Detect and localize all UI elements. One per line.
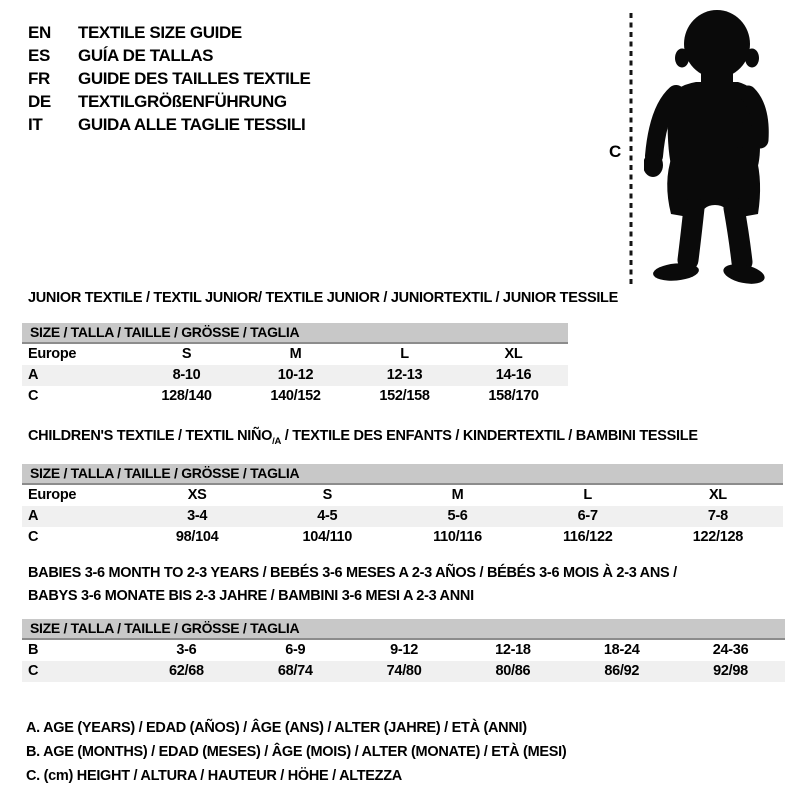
table-row: [22, 386, 568, 407]
cell: 9-12: [390, 642, 418, 658]
row-label: C: [28, 663, 39, 679]
babies-textile-section: [22, 562, 785, 682]
cell: 12-18: [495, 642, 531, 658]
note-age-months: B. AGE (MONTHS) / EDAD (MESES) / ÂGE (MOIS) / ALTER (MONATE) / ETÀ (MESI): [26, 744, 567, 760]
cell: 152/158: [379, 388, 430, 404]
table-row: [22, 485, 783, 506]
cell: 62/68: [169, 663, 204, 679]
cell: 4-5: [317, 507, 338, 524]
measurement-figure: [598, 8, 793, 292]
note-age-years: A. AGE (YEARS) / EDAD (AÑOS) / ÂGE (ANS) / ALTER (JAHRE) / ETÀ (ANNI): [26, 720, 527, 736]
cell: 24-36: [712, 642, 749, 658]
table-row: [22, 661, 785, 682]
leg-left: [688, 208, 694, 260]
cell: 5-6: [447, 507, 468, 524]
height-marker-label: C: [609, 142, 622, 161]
cell: 8-10: [172, 367, 201, 383]
junior-textile-section: [22, 290, 618, 407]
cell: S: [322, 486, 332, 503]
table-row: [22, 344, 568, 365]
title-text: CHILDREN'S TEXTILE / TEXTIL NIÑO: [28, 428, 273, 444]
row-label: C: [28, 388, 39, 404]
language-code: FR: [28, 68, 50, 88]
cell: 12-13: [386, 367, 423, 383]
size-header-bar: SIZE / TALLA / TAILLE / GRÖSSE / TAGLIA: [22, 464, 783, 485]
cell: 10-12: [277, 367, 314, 383]
cell: 104/110: [302, 528, 353, 545]
cell: 116/122: [562, 528, 613, 545]
hand-right: [729, 122, 751, 148]
cell: 92/98: [713, 663, 748, 679]
cell: 122/128: [692, 528, 744, 545]
cell: 6-7: [577, 507, 598, 524]
row-label: Europe: [28, 486, 77, 503]
cell: L: [583, 486, 592, 503]
language-label: TEXTILE SIZE GUIDE: [78, 22, 242, 42]
cell: 110/116: [433, 528, 482, 545]
shorts: [667, 156, 760, 219]
table-row: [22, 527, 783, 548]
language-code: IT: [28, 114, 43, 134]
size-header-bar: SIZE / TALLA / TAILLE / GRÖSSE / TAGLIA: [22, 619, 785, 640]
leg-right: [734, 208, 742, 262]
toddler-silhouette-icon: [644, 8, 776, 290]
row-label: C: [28, 528, 39, 545]
language-code: EN: [28, 22, 51, 42]
section-title: JUNIOR TEXTILE / TEXTIL JUNIOR/ TEXTILE JUNIOR / JUNIORTEXTIL / JUNIOR TESSILE: [28, 290, 618, 306]
table-row: [22, 365, 568, 386]
row-label: A: [28, 507, 39, 524]
cell: 86/92: [604, 663, 640, 679]
cell: 3-6: [176, 642, 197, 658]
cell: M: [289, 346, 302, 362]
cell: 80/86: [495, 663, 531, 679]
height-dashed-line: [629, 13, 633, 285]
cell: 74/80: [386, 663, 422, 679]
row-label: A: [28, 367, 39, 383]
list-item: [28, 90, 310, 113]
cell: 128/140: [161, 388, 212, 404]
cell: 7-8: [707, 507, 728, 524]
list-item: [28, 44, 310, 67]
list-item: [28, 67, 310, 90]
section-title: [22, 562, 785, 608]
childrens-textile-section: [22, 428, 783, 548]
cell: XS: [187, 486, 207, 503]
size-header-bar: SIZE / TALLA / TAILLE / GRÖSSE / TAGLIA: [22, 323, 568, 344]
cell: 18-24: [603, 642, 640, 658]
list-item: [28, 21, 310, 44]
cell: 3-4: [187, 507, 208, 524]
cell: 98/104: [175, 528, 219, 545]
cell: M: [451, 486, 464, 503]
language-code: DE: [28, 91, 51, 111]
toddler-silhouette: [644, 10, 766, 287]
table-row: [22, 506, 783, 527]
title-line-1: BABIES 3-6 MONTH TO 2-3 YEARS / BEBÉS 3-6 MESES A 2-3 AÑOS / BÉBÉS 3-6 MOIS À 2-3 ANS /: [28, 565, 677, 581]
cell: 158/170: [488, 388, 539, 404]
language-label: GUÍA DE TALLAS: [78, 45, 214, 65]
language-label: TEXTILGRÖßENFÜHRUNG: [78, 91, 287, 111]
cell: 6-9: [285, 642, 306, 658]
language-label: GUIDA ALLE TAGLIE TESSILI: [78, 114, 306, 134]
row-label: B: [28, 642, 39, 658]
language-list: [28, 21, 310, 136]
legend-notes: [26, 716, 566, 788]
cell: 140/152: [270, 388, 321, 404]
cell: L: [400, 346, 409, 362]
cell: 68/74: [277, 663, 313, 679]
table-row: [22, 640, 785, 661]
language-code: ES: [28, 45, 50, 65]
note-height-cm: C. (cm) HEIGHT / ALTURA / HAUTEUR / HÖHE / ALTEZZA: [26, 768, 402, 784]
title-subscript: /A: [272, 435, 282, 447]
row-label: Europe: [28, 346, 77, 362]
cell: 14-16: [495, 367, 532, 383]
title-text: / TEXTILE DES ENFANTS / KINDERTEXTIL / BAMBINI TESSILE: [281, 428, 698, 444]
cell: XL: [504, 346, 523, 362]
cell: XL: [708, 486, 727, 503]
title-line-2: BABYS 3-6 MONATE BIS 2-3 JAHRE / BAMBINI 3-6 MESI A 2-3 ANNI: [28, 588, 474, 604]
cell: S: [181, 346, 192, 362]
language-label: GUIDE DES TAILLES TEXTILE: [78, 68, 311, 88]
section-title: [22, 428, 783, 450]
list-item: [28, 113, 310, 136]
